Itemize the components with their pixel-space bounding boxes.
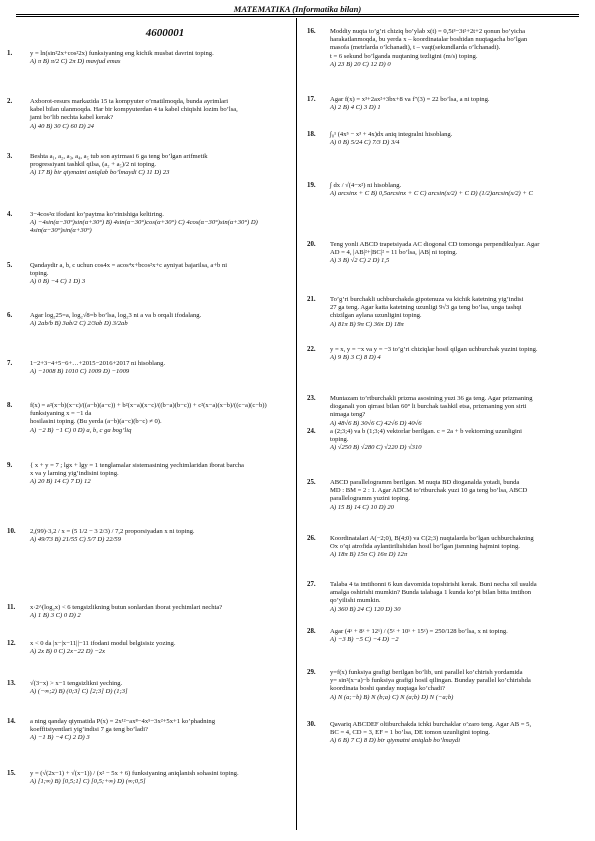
question-text: a ning qanday qiymatida P(x) = 2x¹²−ax⁸−4x⁵−3x²+5x+1 ko’phadning [30, 718, 216, 725]
question-text: progressiyani tashkil qilsa, (a₂ + a₅)/2 ni toping. [30, 161, 157, 169]
question-26 [307, 535, 582, 560]
answer-options: A) 2 B) 4 C) 3 D) 1 [330, 104, 381, 112]
answer-options: A) 360 B) 24 C) 120 D) 30 [330, 605, 401, 613]
answer-options: A) 15 B) 14 C) 10 D) 20 [330, 503, 394, 511]
answer-options: A) N (a;−b) B) N (b;a) C) N (a;b) D) N (−a;b) [330, 693, 454, 701]
question-text: amalga oshirishi mumkin? Bunda talabaga 1 kunda ko’pi bilan bitta imtihon [330, 589, 532, 597]
question-number: 17. [307, 96, 316, 103]
question-text: Axborot-resurs markazida 15 ta kompyuter o’rnatilmoqda, bunda ayrimlari [30, 98, 229, 105]
question-text: Agar f(x) = x³+2ax²+3bx+8 va f″(3) = 22 bo’lsa, a ni toping. [330, 96, 490, 103]
header-rule-thin [16, 16, 579, 17]
question-text: Agar (4ˣ + 8ˣ + 12ˣ) / (5ˣ + 10ˣ + 15ˣ) = 250/128 bo’lsa, x ni toping. [330, 628, 508, 635]
question-text: ∫ dx / √(4−x²) ni hisoblang. [330, 182, 402, 189]
answer-options: A) π B) π/2 C) 2π D) mavjud emas [30, 58, 121, 66]
question-text: Agar log₂25=a, log₂√8=b bo’lsa, log₂3 ni a va b orqali ifodalang. [30, 312, 202, 319]
question-30 [307, 721, 582, 746]
question-23 [307, 395, 582, 428]
question-text: jami bo’lib nechta kabel kerak? [30, 114, 114, 122]
question-28 [307, 628, 582, 644]
answer-options: A) 18π B) 15π C) 16π D) 12π [330, 551, 408, 559]
question-text: x·2^(log₂x) < 6 tengsizlikning butun sonlardan iborat yechimlari nechta? [30, 604, 223, 611]
question-number: 28. [307, 628, 316, 635]
question-4 [7, 211, 288, 236]
question-number: 29. [307, 669, 316, 676]
answer-options: A) −2 B) −1 C) 0 D) a, b, c ga bog’liq [30, 426, 132, 434]
answer-options: A) 2x B) 0 C) 2x−22 D) −2x [30, 648, 105, 656]
answer-options: A) 6 B) 7 C) 8 D) bir qiymatni aniqlab bo’lmaydi [330, 737, 461, 745]
question-text: toping. [30, 270, 49, 278]
question-number: 22. [307, 346, 316, 353]
variant-number: 4600001 [145, 27, 185, 39]
question-18 [307, 131, 582, 147]
question-16 [307, 28, 582, 69]
question-number: 18. [307, 131, 316, 138]
question-number: 26. [307, 535, 316, 542]
answer-options: A) 17 B) bir qiymatni aniqlab bo’lmaydi C) 11 D) 23 [30, 169, 170, 177]
question-text: kabel bilan ulanmoqda. Har bir kompyuterdan 4 ta kabel chiqishi lozim bo’lsa, [30, 106, 238, 114]
answer-options: A) 81π B) 9π C) 36π D) 18π [330, 320, 404, 328]
question-11 [7, 604, 288, 620]
question-text: chizilgan aylana uzunligini toping. [330, 312, 422, 320]
question-number: 7. [7, 360, 13, 367]
question-22 [307, 346, 582, 362]
question-7 [7, 360, 288, 376]
answer-options: A) 20 B) 14 C) 7 D) 12 [30, 478, 91, 486]
question-number: 14. [7, 718, 16, 725]
question-text: ABCD parallelogramm berilgan. M nuqta BD dioganalda yotadi, bunda [330, 479, 520, 486]
question-number: 30. [307, 721, 316, 728]
question-number: 5. [7, 262, 13, 269]
question-number: 1. [7, 50, 13, 57]
answer-options: A) 9 B) 3 C) 8 D) 4 [330, 354, 381, 362]
question-text: Moddiy nuqta to’g’ri chiziq bo’ylab x(t) = 0,5t³−3t²+2t+2 qonun bo’yicha [330, 28, 525, 35]
question-13 [7, 680, 288, 696]
question-15 [7, 770, 288, 786]
question-text: nimaga teng? [330, 411, 366, 419]
question-number: 8. [7, 402, 13, 409]
question-number: 13. [7, 680, 16, 687]
question-20 [307, 241, 582, 266]
answer-options: A) 0 B) −4 C) 1 D) 3 [30, 278, 86, 286]
question-text: BC = 4, CD = 3, EF = 1 bo’lsa, DE tomon uzunligini toping. [330, 729, 491, 737]
question-number: 2. [7, 98, 13, 105]
question-text: dioganali yon qirrasi bilan 60° li burchak tashkil etsa, prizmaning yon sirti [330, 403, 527, 411]
question-2 [7, 98, 288, 131]
question-21 [307, 296, 582, 329]
question-text: hosilasini toping. (Bu yerda (a−b)(a−c)(b−c) ≠ 0). [30, 418, 162, 426]
question-number: 15. [7, 770, 16, 777]
header-rule [16, 14, 579, 15]
question-29 [307, 669, 582, 702]
question-text: 2,(99)·3,2 / x = (5 1/2 − 3 2/3) / 7,2 proporsiyadan x ni toping. [30, 528, 195, 535]
question-8 [7, 402, 288, 435]
question-text: koeffitsiyentlari yig’indisi 7 ga teng bo’ladi? [30, 726, 148, 734]
answer-options: A) 3 B) √2 C) 2 D) 1,5 [330, 257, 390, 265]
answer-options: A) arcsinx + C B) 0,5arcsinx + C C) arcsin(x/2) + C D) (1/2)arcsin(x/2) + C [330, 190, 533, 198]
answer-options: A) √250 B) √280 C) √220 D) √310 [330, 444, 422, 452]
answer-options: A) −1 B) −4 C) 2 D) 3 [30, 734, 90, 742]
question-text: x < 0 da |x−|x−11||−11 ifodani modul belgisisiz yozing. [30, 640, 176, 647]
question-number: 20. [307, 241, 316, 248]
question-number: 4. [7, 211, 13, 218]
question-6 [7, 312, 288, 328]
question-number: 21. [307, 296, 316, 303]
answer-options: A) 23 B) 20 C) 12 D) 0 [330, 60, 391, 68]
answer-options: A) −4sin(α−30°)sin(α+30°) B) 4sin(α−30°)cos(α+30°) C) 4cos(α−30°)sin(α+30°) D) 4sin(α−30°)sin(α+30°) [30, 219, 258, 235]
question-text: y = (√(2x−1) + √(x−1)) / (x² − 5x + 6) funksiyaning aniqlanish sohasini toping. [30, 770, 239, 777]
question-text: Qavariq ABCDEF oltiburchakda ichki burchaklar o’zaro teng. Agar AB = 5, [330, 721, 532, 728]
answer-options: A) (−∞;2) B) (0;3] C) [2;3] D) (1;3] [30, 688, 128, 696]
answer-options: A) 1 B) 3 C) 0 D) 2 [30, 612, 81, 620]
answer-options: A) −1008 B) 1010 C) 1009 D) −1009 [30, 368, 130, 376]
question-19 [307, 182, 582, 198]
question-text: y= sin²(x−a)−b funksiya grafigi hosil qilingan. Bunday parallel ko’chirishda [330, 677, 531, 685]
answer-options: A) 0 B) 5/24 C) 7/3 D) 3/4 [330, 139, 400, 147]
question-number: 19. [307, 182, 316, 189]
question-number: 23. [307, 395, 316, 402]
question-number: 9. [7, 462, 13, 469]
question-text: 3−4cos²α ifodani ko’paytma ko’rinishiga keltiring. [30, 211, 164, 218]
question-text: Muntazam to’rtburchakli prizma asosining yuzi 36 ga teng. Agar prizmaning [330, 395, 533, 402]
question-14 [7, 718, 288, 743]
question-text: y = ln(sin²2x+cos²2x) funksiyaning eng kichik musbat davrini toping. [30, 50, 214, 57]
answer-options: A) 49/73 B) 21/55 C) 5/7 D) 22/59 [30, 536, 122, 544]
question-text: t = 6 sekund bo’lganda nuqtaning tezligini (m/s) toping. [330, 52, 478, 60]
question-17 [307, 96, 582, 112]
question-25 [307, 479, 582, 512]
question-text: ∫₀¹ (4x⁵ − x³ + 4x)dx aniq integralni hisoblang. [330, 131, 453, 138]
question-number: 10. [7, 528, 16, 535]
question-text: a (2;3;4) va b (1;3;4) vektorlar berilgan. c = 2a + b vektorning uzunligini [330, 428, 523, 435]
question-3 [7, 153, 288, 178]
question-text: Beshta a₁, a₂, a₃, a₄, a₅ tub son ayirmasi 6 ga teng bo’lgan arifmetik [30, 153, 208, 160]
question-10 [7, 528, 288, 544]
answer-options: A) −3 B) −5 C) −4 D) −2 [330, 636, 399, 644]
answer-options: A) 48√6 B) 30√6 C) 42√6 D) 40√6 [330, 419, 422, 427]
column-divider [296, 18, 297, 830]
question-text: Koordinatalari A(−2;0), B(4;0) va C(2;3) nuqtalarda bo’lgan uchburchakning [330, 535, 534, 542]
question-text: MD : BM = 2 : 1. Agar ADCM to’rtburchak yuzi 10 ga teng bo’lsa, ABCD [330, 487, 528, 495]
question-text: Teng yonli ABCD trapetsiyada AC diogonal CD tomonga perpendikulyar. Agar [330, 241, 540, 248]
question-number: 6. [7, 312, 13, 319]
question-text: AD = 4, |AB|²+|BC|² = 11 bo’lsa, |AB| ni toping. [330, 249, 458, 257]
question-number: 3. [7, 153, 13, 160]
question-number: 11. [7, 604, 16, 611]
question-text: Talaba 4 ta imtihonni 6 kun davomida topshirishi kerak. Buni necha xil usulda [330, 581, 537, 588]
question-text: √(3−x) > x−1 tengsizlikni yeching. [30, 680, 123, 687]
question-number: 24. [307, 428, 316, 435]
question-number: 27. [307, 581, 316, 588]
question-27 [307, 581, 582, 614]
question-text: qo’yilishi mumkin. [330, 597, 381, 605]
question-9 [7, 462, 288, 487]
question-24 [307, 428, 582, 453]
page-header: MATEMATIKA (Informatika bilan) [233, 4, 362, 14]
question-5 [7, 262, 288, 287]
question-text: 1−2+3−4+5−6+…+2015−2016+2017 ni hisoblang. [30, 360, 166, 367]
question-text: harakatlanmoqda, bu yerda x – koordinatalar boshidan nuqtagacha bo’lgan [330, 36, 528, 44]
answer-options: A) [1;∞) B) [0,5;1] C) [0,5;+∞) D) (∞;0,5] [30, 778, 146, 786]
question-text: To’g’ri burchakli uchburchakda gipotenuza va kichik katetning yig’indisi [330, 296, 524, 303]
question-text: y=f(x) funksiya grafigi berilgan bo’lib, uni parallel ko’chirish yordamida [330, 669, 523, 676]
answer-options: A) 2ab/b B) 3ab/2 C) 2/3ab D) 3/2ab [30, 320, 128, 328]
question-text: parallelogramm yuzini toping. [330, 495, 411, 503]
question-12 [7, 640, 288, 656]
question-text: f(x) = a²(x−b)(x−c)/((a−b)(a−c)) + b²(x−a)(x−c)/((b−a)(b−c)) + c²(x−a)(x−b)/((c−a)(c−b)) funksiyaning x = −1 da [30, 402, 267, 418]
question-number: 25. [307, 479, 316, 486]
answer-options: A) 40 B) 30 C) 60 D) 24 [30, 122, 94, 130]
question-text: y = x, y = −x va y = −3 to’g’ri chiziqlar hosil qilgan uchburchak yuzini toping. [330, 346, 538, 353]
question-text: { x + y = 7 ; lgx + lgy = 1 tenglamalar sistemasining yechimlaridan iborat barcha [30, 462, 244, 469]
question-text: koordinata boshi qanday nuqtaga ko’chadi? [330, 685, 445, 693]
question-number: 16. [307, 28, 316, 35]
question-1 [7, 50, 288, 66]
question-number: 12. [7, 640, 16, 647]
question-text: 27 ga teng. Agar katta katetning uzunligi 9√3 ga teng bo’lsa, unga tashqi [330, 304, 522, 312]
question-text: toping. [330, 436, 349, 444]
question-text: Qandaydir a, b, c uchun cos4x = acos⁴x+bcos²x+c ayniyat bajarilsa, a+b ni [30, 262, 228, 269]
question-text: masofa (metrlarda o’lchanadi), t – vaqt(sekundlarda o’lchanadi). [330, 44, 501, 52]
question-text: Ox o’qi atrofida aylantirilishidan hosil bo’lgan jismning hajmini toping. [330, 543, 520, 551]
question-text: x va y larning yig’indisini toping. [30, 470, 119, 478]
